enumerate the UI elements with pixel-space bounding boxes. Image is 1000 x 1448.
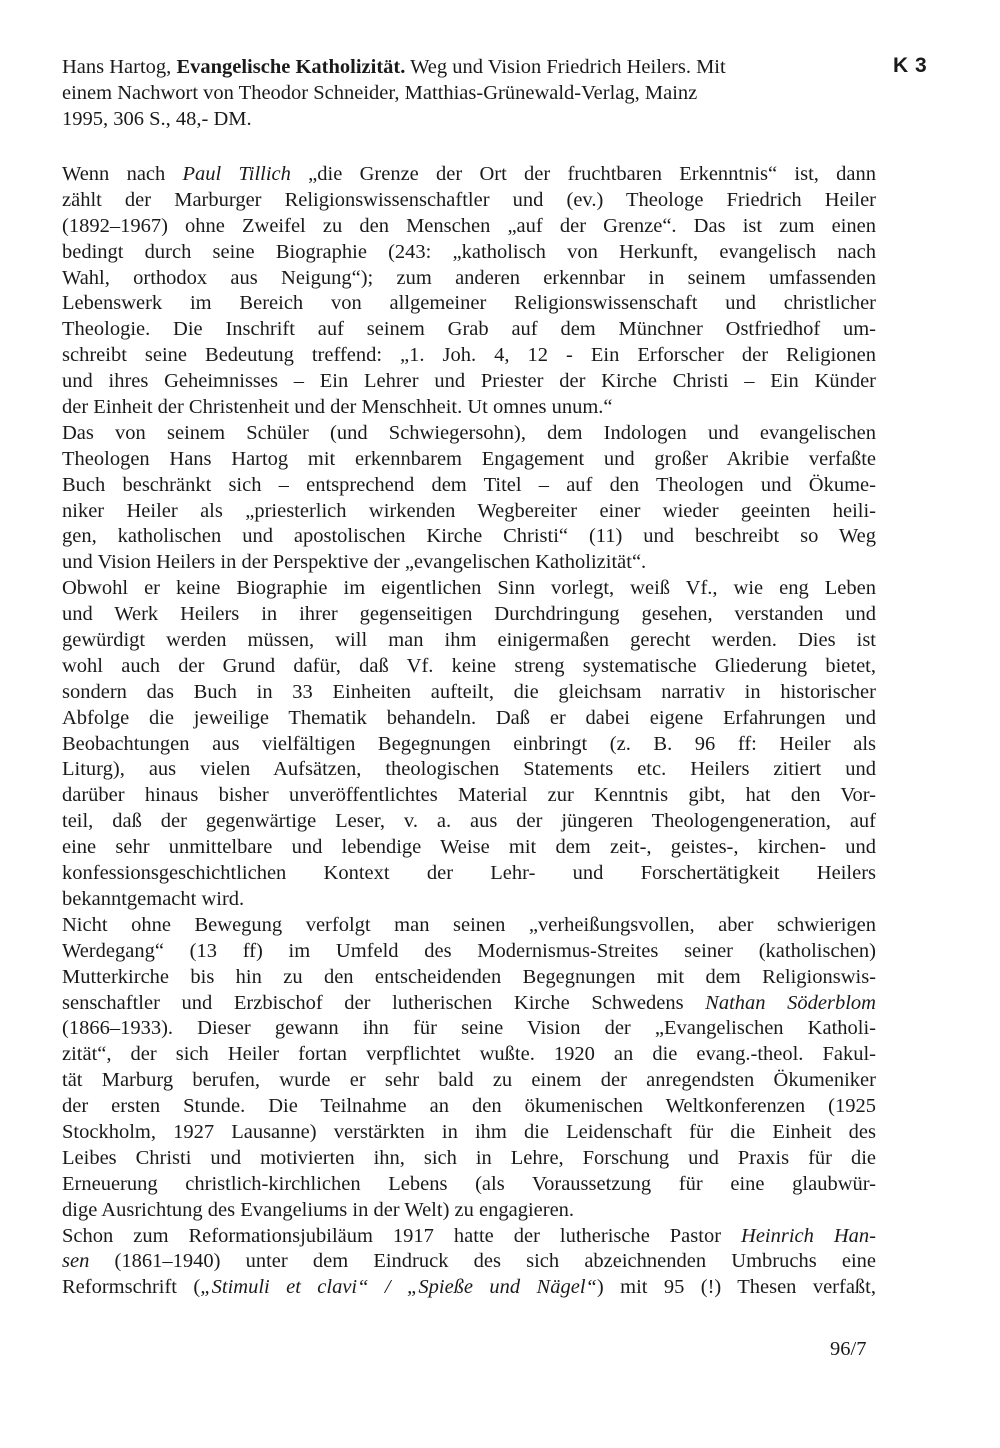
page-number: 96/7 [830,1338,867,1360]
text-line: (1892–1967) ohne Zweifel zu den Menschen „auf der Grenze“. Das ist zum einen [62,214,876,237]
text-line: dige Ausrichtung des Evangeliums in der Welt) zu engagieren. [62,1198,575,1221]
paragraph-3 [62,576,876,913]
text-line: Leibes Christi und motivierten ihn, sich in Lehre, Forschung und Praxis für die [62,1146,876,1169]
text-line: wohl auch der Grund dafür, daß Vf. keine streng systematische Gliederung bietet, [62,654,876,677]
emphasized-name: Nathan Söderblom [705,991,876,1014]
emphasized-name: Paul Tillich [182,163,291,185]
header-line-1 [62,54,880,80]
text-line: teil, daß der gegenwärtige Leser, v. a. aus der jüngeren Theologengeneration, auf [62,810,876,833]
text-line: der ersten Stunde. Die Teilnahme an den ökumenischen Weltkonferenzen (1925 [62,1095,876,1118]
emphasized-name: sen [62,1250,90,1273]
text-line: gewürdigt werden müssen, will man ihm einigermaßen gerecht werden. Dies ist [62,629,876,652]
paragraph-1 [62,162,876,421]
paragraph-5 [62,1224,876,1302]
header-line-2: einem Nachwort von Theodor Schneider, Matthias-Grünewald-Verlag, Mainz [62,82,698,104]
text-line: Beobachtungen aus vielfältigen Begegnungen einbringt (z. B. 96 ff: Heiler als [62,732,876,755]
emphasized-name: „Stimuli et clavi“ / „Spieße und Nägel“ [200,1276,597,1299]
text-line: Abfolge die jeweilige Thematik behandeln. Daß er dabei eigene Erfahrungen und [62,706,876,729]
text-line: und ihres Geheimnisses – Ein Lehrer und Priester der Kirche Christi – Ein Künder [62,370,876,393]
text-line: und Vision Heilers in der Perspektive der „evangelischen Katholizität“. [62,551,647,574]
text-line: (1866–1933). Dieser gewann ihn für seine Vision der „Evangelischen Katholi- [62,1017,876,1040]
header-line-3: 1995, 306 S., 48,- DM. [62,108,252,130]
header-subtitle: Weg und Vision Friedrich Heilers. Mit [405,56,726,78]
text-line: tät Marburg berufen, wurde er sehr bald zu einem der anregendsten Ökumeniker [62,1069,876,1092]
text-run: Reformschrift ( [62,1276,201,1299]
text-line: schreibt seine Bedeutung treffend: „1. Joh. 4, 12 - Ein Erforscher der Religionen [62,344,876,367]
text-run: „die Grenze der Ort der fruchtbaren Erkenntnis“ ist, dann [290,163,876,185]
text-line: niker Heiler als „priesterlich wirkenden Wegbereiter einer wieder geeinten heili- [62,499,876,522]
text-line: Theologie. Die Inschrift auf seinem Grab auf dem Münchner Ostfriedhof um- [62,318,876,341]
text-line: zität“, der sich Heiler fortan verpflichtet wußte. 1920 an die evang.-theol. Fakul- [62,1043,876,1066]
header-author: Hans Hartog, [62,56,177,78]
text-line: gen, katholischen und apostolischen Kirche Christi“ (11) und beschreibt so Weg [62,525,876,548]
text-line: und Werk Heilers in ihrer gegenseitigen Durchdringung gesehen, verstanden und [62,603,876,626]
text-run: Schon zum Reformationsjubiläum 1917 hatte der lutherische Pastor [62,1224,742,1247]
text-line [62,991,876,1017]
text-line [62,1224,876,1250]
text-line: Stockholm, 1927 Lausanne) verstärkten in ihm die Leidenschaft für die Einheit des [62,1120,876,1143]
text-line: Theologen Hans Hartog mit erkennbarem Engagement und großer Akribie verfaßte [62,447,876,470]
bibliographic-header [62,54,880,132]
text-line: bekanntgemacht wird. [62,887,245,910]
text-line: eine sehr unmittelbare und lebendige Weise mit dem zeit-, geistes-, kirchen- und [62,836,876,859]
text-line: zählt der Marburger Religionswissenschaftler und (ev.) Theologe Friedrich Heiler [62,188,876,211]
text-line: Buch beschränkt sich – entsprechend dem Titel – auf den Theologen und Ökume- [62,473,876,496]
text-line: Erneuerung christlich-kirchlichen Lebens (als Voraussetzung für eine glaubwür- [62,1172,876,1195]
text-line [62,162,876,188]
text-line: der Einheit der Christenheit und der Menschheit. Ut omnes unum.“ [62,396,613,419]
text-line: Obwohl er keine Biographie im eigentlichen Sinn vorlegt, weiß Vf., wie eng Leben [62,577,876,600]
text-line [62,1249,876,1275]
paragraph-4 [62,913,876,1224]
text-line: sondern das Buch in 33 Einheiten aufteilt, die gleichsam narrativ in historischer [62,680,876,703]
review-body [62,162,876,1301]
text-line: Das von seinem Schüler (und Schwiegersohn), dem Indologen und evangelischen [62,421,876,444]
text-run: senschaftler und Erzbischof der lutherischen Kirche Schwedens [62,991,706,1014]
paragraph-2 [62,421,876,576]
text-run: Wenn nach [62,163,183,185]
section-mark: K 3 [893,54,928,77]
text-line: Nicht ohne Bewegung verfolgt man seinen „verheißungsvollen, aber schwierigen [62,913,876,936]
text-line: Liturg), aus vielen Aufsätzen, theologischen Statements etc. Heilers zitiert und [62,758,876,781]
text-line [62,1275,876,1301]
text-line: Wahl, orthodox aus Neigung“); zum anderen erkennbar in seinem umfassenden [62,266,876,289]
text-run: ) mit 95 (!) Thesen verfaßt, [596,1276,876,1299]
text-line: darüber hinaus bisher unveröffentlichtes Material zur Kenntnis gibt, hat den Vor- [62,784,876,807]
text-line: Mutterkirche bis hin zu den entscheidenden Begegnungen mit dem Religionswis- [62,965,876,988]
book-title: Evangelische Katholizität. [176,56,406,78]
text-line: bedingt durch seine Biographie (243: „katholisch von Herkunft, evangelisch nach [62,240,876,263]
text-run: (1861–1940) unter dem Eindruck des sich abzeichnenden Umbruchs eine [89,1250,876,1273]
text-line: konfessionsgeschichtlichen Kontext der Lehr- und Forschertätigkeit Heilers [62,862,876,885]
emphasized-name: Heinrich Han- [741,1224,876,1247]
text-line: Werdegang“ (13 ff) im Umfeld des Modernismus-Streites seiner (katholischen) [62,939,876,962]
text-line: Lebenswerk im Bereich von allgemeiner Religionswissenschaft und christlicher [62,292,876,315]
